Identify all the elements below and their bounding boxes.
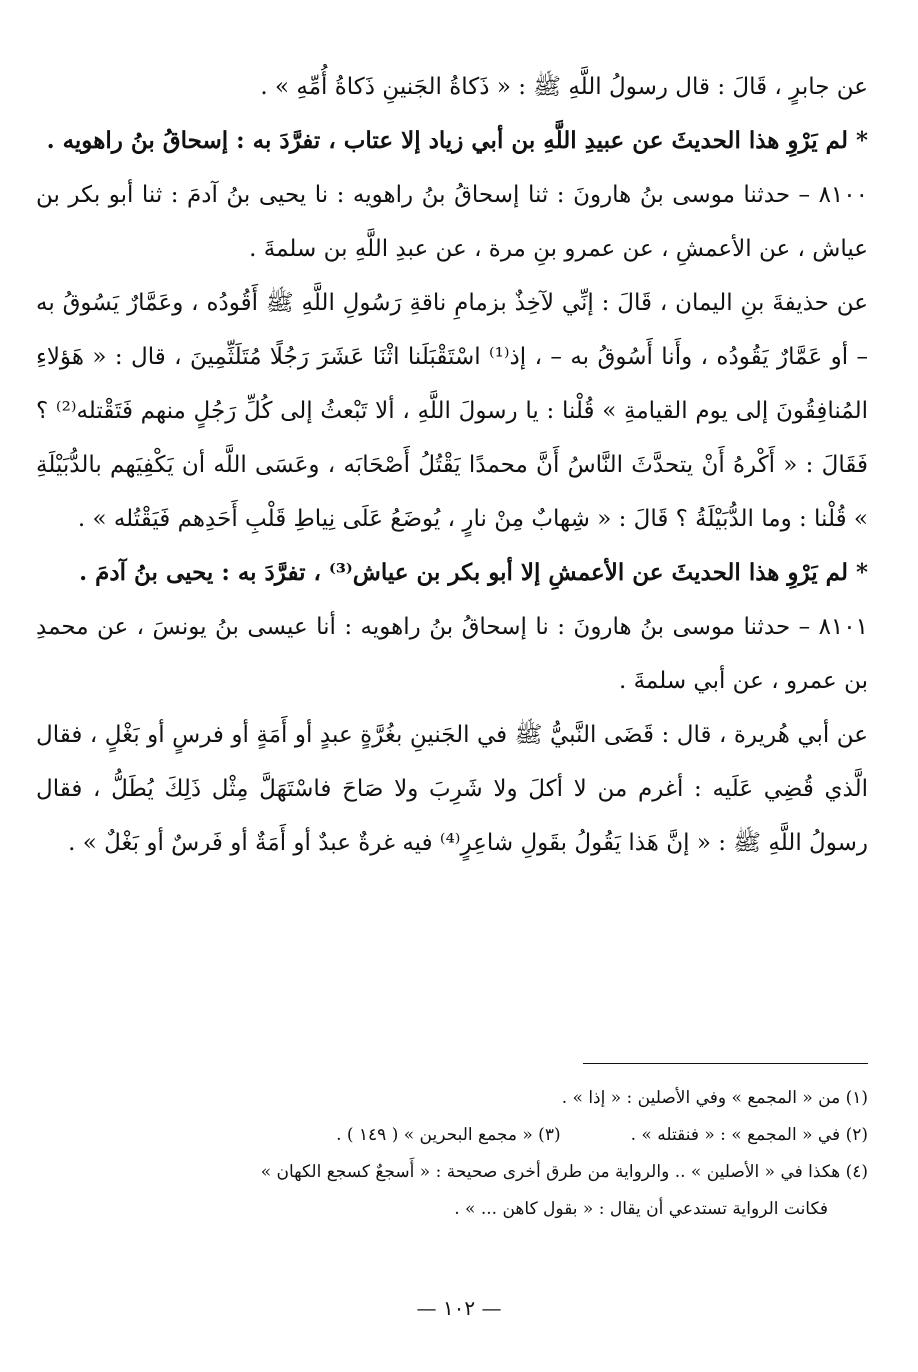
footnote-3: (٣) « مجمع البحرين » ( ١٤٩ ) . — [336, 1125, 561, 1145]
page-body — [36, 60, 868, 870]
footnote-2: (٢) في « المجمع » : « فنقتله » . — [630, 1125, 868, 1145]
footnote-4-continuation: فكانت الرواية تستدعي أن يقال : « بقول كاهن ... » . — [454, 1199, 828, 1219]
footnote-4: (٤) هكذا في « الأصلين » .. والرواية من طرق أخرى صحيحة : « أَسجعٌ كسجع الكهان » — [260, 1162, 868, 1182]
page-number: — ١٠٢ — — [416, 1296, 502, 1320]
paragraph-commentary-1: * لم يَرْوِ هذا الحديثَ عن عبيدِ اللَّهِ بن أبي زياد إلا عتاب ، تفرَّدَ به : إسحاقُ بنُ راهويه . — [46, 127, 868, 154]
paragraph-isnad-8101: ٨١٠١ – حدثنا موسى بنُ هارونَ : نا إسحاقُ بنُ راهويه : أنا عيسى بنُ يونسَ ، عن محمدِ بن عمرو ، عن أبي سلمةَ . — [36, 614, 868, 694]
footnote-row-2-3 — [36, 1117, 868, 1154]
paragraph-commentary-2: * لم يَرْوِ هذا الحديثَ عن الأعمشِ إلا أبو بكر بن عياش⁽³⁾ ، تفرَّدَ به : يحيى بنُ آدمَ . — [79, 559, 868, 586]
paragraph-hadith-hudhayfa: عن حذيفةَ بنِ اليمان ، قَالَ : إنِّي لآخِذٌ بزمامِ ناقةِ رَسُولِ اللَّهِ ﷺ أَقُودُه ، وعَمَّارٌ يَسُوقُ به – أو عَمَّارٌ يَقُودُه ، وأَنا أَسُوقُ به – ، إذ⁽¹⁾ اسْتَقْبَلَنا اثْنَا عَشَرَ رَجُلًا مُتَلَثِّمِينَ ، قال : « هَؤلاءِ المُنافِقُونَ إلى يوم القيامةِ » قُلْنا : يا رسولَ اللَّهِ ، ألا تَبْعثُ إلى كُلِّ رَجُلٍ منهم فَتَقْتله⁽²⁾ ؟ فَقَالَ : « أَكْرهُ أَنْ يتحدَّثَ النَّاسُ أَنَّ محمدًا يَقْتُلُ أَصْحَابَه ، وعَسَى اللَّه أن يَكْفِيَهم بالدُّبَيْلَةِ » قُلْنا : وما الدُّبَيْلَةُ ؟ قَالَ : « شِهابٌ مِنْ نارٍ ، يُوضَعُ عَلَى نِياطِ قَلْبِ أَحَدِهم فَيَقْتُله » . — [36, 290, 868, 532]
paragraph-isnad-8100: ٨١٠٠ – حدثنا موسى بنُ هارونَ : ثنا إسحاقُ بنُ راهويه : نا يحيى بنُ آدمَ : ثنا أبو بكر بن عياش ، عن الأعمشِ ، عن عمرو بنِ مرة ، عن عبدِ اللَّهِ بن سلمةَ . — [36, 182, 868, 262]
paragraph-hadith-abu-hurayra: عن أبي هُريرة ، قال : قَضَى النَّبيُّ ﷺ في الجَنينِ بغُرَّةٍ عبدٍ أو أَمَةٍ أو فرسٍ أو بَغْلٍ ، فقال الَّذي قُضِي عَلَيه : أغرم من لا أكلَ ولا شَرِبَ ولا صَاحَ فاسْتَهَلَّ مِثْل ذَلِكَ يُطَلُّ ، فقال رسولُ اللَّهِ ﷺ : « إنَّ هَذا يَقُولُ بقَولِ شاعِرٍ⁽⁴⁾ فيه غرةٌ عبدٌ أو أَمَةٌ أو فَرسٌ أو بَغْلٌ » . — [36, 722, 868, 856]
paragraph-hadith-intro: عن جابرٍ ، قَالَ : قال رسولُ اللَّهِ ﷺ : « ذَكاةُ الجَنينِ ذَكاةُ أُمِّهِ » . — [260, 74, 868, 100]
footnotes — [36, 1080, 868, 1228]
footnote-divider — [583, 1063, 868, 1064]
footnote-1: (١) من « المجمع » وفي الأصلين : « إذا » . — [561, 1088, 868, 1108]
